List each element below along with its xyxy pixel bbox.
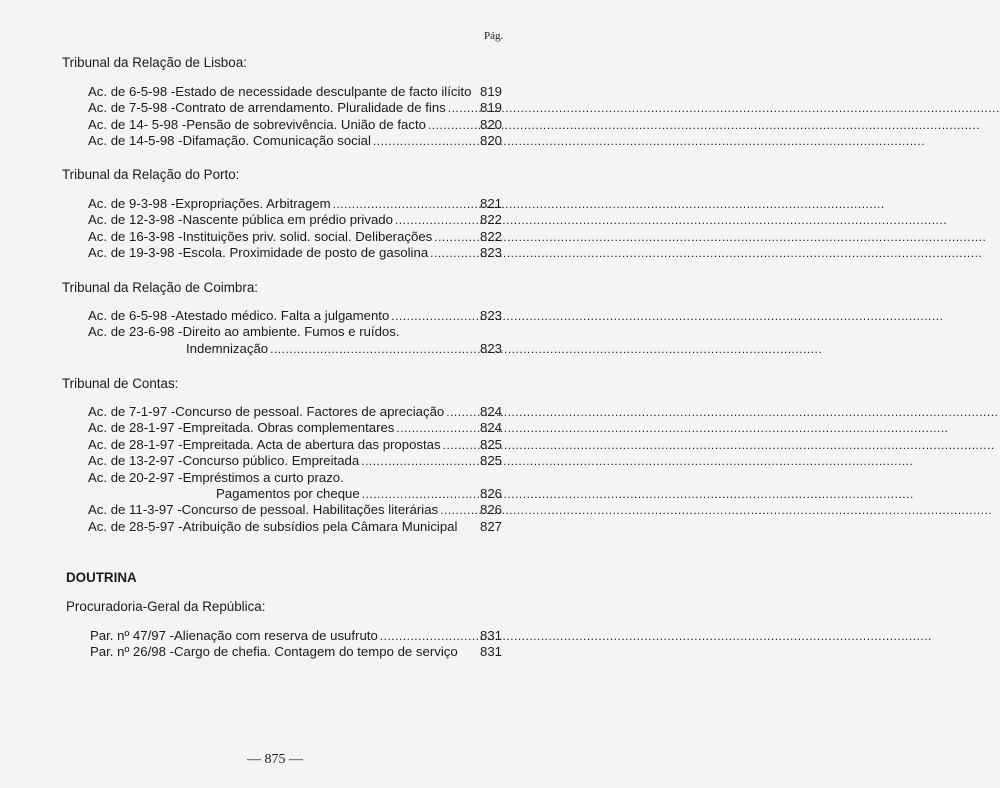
dot-leader (373, 133, 466, 149)
entry-page-number: 826 (479, 486, 502, 501)
entry-reference: Ac. de 14-5-98 - (88, 133, 183, 149)
dot-leader (428, 117, 466, 133)
entry-title: Difamação. Comunicação social (182, 133, 371, 149)
entry-page-number: 823 (479, 308, 502, 323)
dot-leader (440, 502, 466, 518)
entry-title: Alienação com reserva de usufruto (174, 628, 378, 643)
entry-page-number: 823 (479, 245, 502, 261)
index-entry (88, 437, 502, 453)
section-heading: Procuradoria-Geral da República: (66, 599, 266, 614)
index-entry (88, 519, 502, 535)
index-entry (88, 453, 502, 469)
entry-page-number: 819 (479, 100, 502, 116)
dot-leader (443, 437, 466, 453)
entry-reference: Ac. de 28-5-97 - (88, 518, 183, 534)
entry-reference: Ac. de 13-2-97 - (88, 453, 183, 469)
entry-title-continuation: Indemnização (186, 340, 269, 356)
entry-page-number: 825 (479, 436, 502, 452)
entry-reference: Ac. de 6-5-98 - (88, 84, 176, 99)
section-heading: Tribunal da Relação de Lisboa: (62, 55, 247, 70)
entry-title: Estado de necessidade desculpante de facto ilícito (175, 84, 472, 99)
section-heading: Tribunal da Relação de Coimbra: (62, 280, 259, 295)
index-entry (88, 212, 502, 228)
entry-title: Empreitada. Obras complementares (182, 420, 395, 436)
page-column-label: Pág. (484, 30, 504, 42)
index-entry (90, 628, 502, 644)
section-heading: Tribunal de Contas: (62, 376, 179, 391)
entry-page-number: 820 (479, 133, 502, 149)
entry-page-number: 827 (479, 518, 502, 534)
entry-title: Atestado médico. Falta a julgamento (175, 308, 390, 323)
index-entry-continuation (216, 486, 502, 502)
index-entry (88, 117, 502, 133)
entry-page-number: 820 (479, 116, 502, 132)
index-entry-continuation (186, 341, 502, 357)
dot-leader (362, 486, 466, 502)
entry-title: Cargo de chefia. Contagem do tempo de serviço (174, 644, 458, 660)
entry-title: Expropriações. Arbitragem (175, 196, 331, 211)
entry-reference: Ac. de 7-1-97 - (88, 404, 176, 419)
entry-reference: Ac. de 28-1-97 - (88, 436, 183, 452)
dot-leader (430, 245, 466, 261)
entry-page-number: 824 (479, 420, 502, 436)
entry-reference: Ac. de 28-1-97 - (88, 420, 183, 436)
entry-reference: Ac. de 12-3-98 - (88, 212, 183, 228)
section-heading: Tribunal da Relação do Porto: (62, 167, 240, 182)
index-entry (88, 308, 502, 324)
dot-leader (396, 420, 466, 436)
index-entry (88, 229, 502, 245)
index-entry (88, 100, 502, 116)
entry-page-number: 824 (479, 404, 502, 419)
index-entry (88, 470, 502, 486)
entry-reference: Ac. de 16-3-98 - (88, 228, 183, 244)
index-entry (88, 324, 502, 340)
entry-title: Concurso de pessoal. Habilitações literárias (181, 502, 439, 518)
entry-title: Concurso de pessoal. Factores de apreciação (175, 404, 445, 419)
dot-leader (380, 628, 466, 644)
entry-page-number: 825 (479, 453, 502, 469)
entry-page-number: 826 (479, 502, 502, 518)
entry-reference: Ac. de 23-6-98 - (88, 324, 183, 340)
entry-page-number: 819 (479, 84, 502, 99)
dot-leader (434, 229, 466, 245)
index-entry (88, 84, 502, 100)
entry-reference: Ac. de 14- 5-98 - (88, 116, 187, 132)
index-entry (88, 133, 502, 149)
entry-title: Nascente pública em prédio privado (182, 212, 393, 228)
entry-title: Empreitada. Acta de abertura das propostas (182, 436, 441, 452)
entry-title: Instituições priv. solid. social. Deliberações (182, 228, 433, 244)
entry-title: Empréstimos a curto prazo. (182, 469, 344, 485)
entry-title: Concurso público. Empreitada (182, 453, 360, 469)
entry-reference: Ac. de 11-3-97 - (88, 502, 182, 518)
entry-page-number: 831 (479, 644, 502, 660)
entry-title: Pensão de sobrevivência. União de facto (186, 116, 426, 132)
dot-leader (391, 308, 466, 324)
entry-title: Atribuição de subsídios pela Câmara Municipal (182, 518, 458, 534)
entry-reference: Ac. de 9-3-98 - (88, 196, 176, 211)
dot-leader (361, 453, 466, 469)
entry-page-number: 822 (479, 228, 502, 244)
index-entry (88, 245, 502, 261)
entry-reference: Ac. de 7-5-98 - (88, 100, 176, 116)
index-entry (88, 420, 502, 436)
page-number: — 875 — (247, 752, 303, 767)
entry-reference: Par. nº 26/98 - (90, 644, 174, 660)
index-entry (90, 644, 502, 660)
entry-page-number: 831 (479, 628, 502, 643)
entry-reference: Ac. de 19-3-98 - (88, 245, 183, 261)
entry-page-number: 822 (479, 212, 502, 228)
entry-title: Contrato de arrendamento. Pluralidade de fins (175, 100, 446, 116)
dot-leader (446, 404, 466, 420)
dot-leader (333, 196, 466, 212)
entry-reference: Par. nº 47/97 - (90, 628, 174, 643)
entry-reference: Ac. de 6-5-98 - (88, 308, 176, 323)
index-entry (88, 502, 502, 518)
index-entry (88, 196, 502, 212)
entry-title: Escola. Proximidade de posto de gasolina (182, 245, 429, 261)
entry-page-number: 823 (479, 340, 502, 356)
entry-reference: Ac. de 20-2-97 - (88, 469, 183, 485)
entry-page-number: 821 (479, 196, 502, 211)
dot-leader (448, 100, 466, 116)
dot-leader (270, 341, 466, 357)
entry-title-continuation: Pagamentos por cheque (216, 486, 360, 501)
entry-title: Direito ao ambiente. Fumos e ruídos. (182, 324, 400, 340)
index-entry (88, 404, 502, 420)
doutrina-title: DOUTRINA (66, 570, 137, 585)
dot-leader (395, 212, 466, 228)
